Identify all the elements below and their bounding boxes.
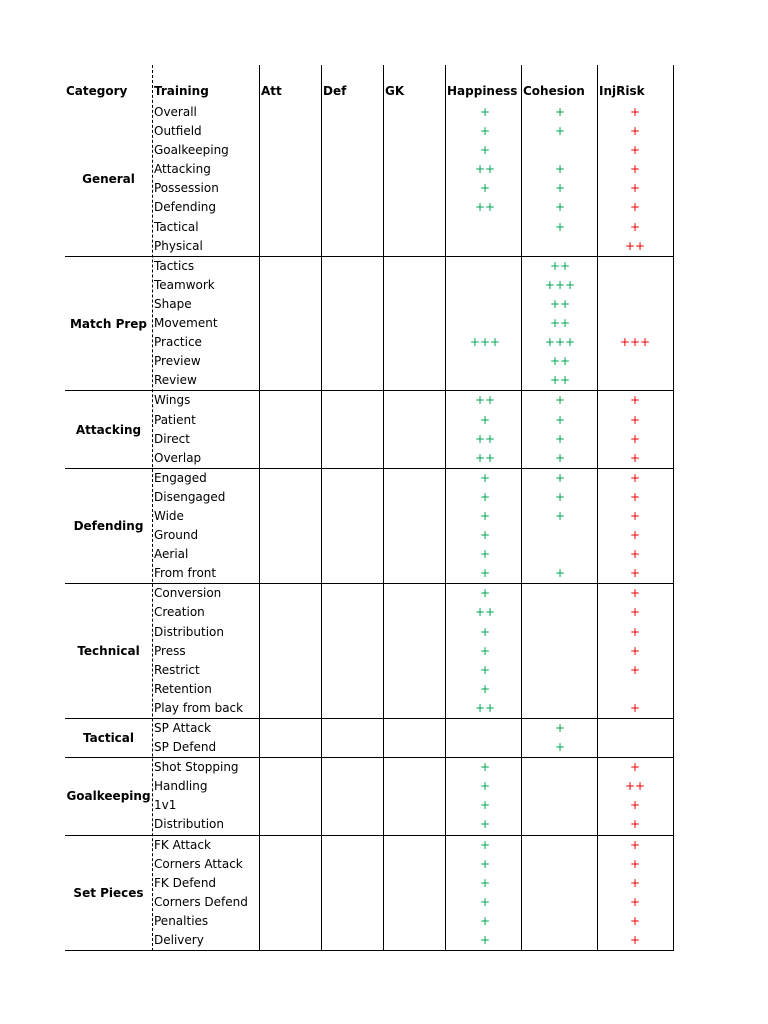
training-name: Patient (154, 412, 196, 427)
happiness-mark: ++ (474, 700, 496, 715)
injrisk-mark: + (629, 124, 641, 139)
injrisk-mark: + (629, 450, 641, 465)
injrisk-mark: + (629, 143, 641, 158)
happiness-mark: + (479, 798, 491, 813)
training-name: 1v1 (154, 798, 177, 813)
happiness-mark: ++ (474, 162, 496, 177)
injrisk-mark: + (629, 105, 641, 119)
table-row (65, 777, 674, 796)
happiness-mark: ++ (474, 450, 496, 465)
category-divider (152, 65, 153, 951)
happiness-mark: ++ (474, 200, 496, 215)
category-group (65, 719, 674, 758)
cohesion-mark: ++ (549, 296, 571, 311)
table-row (65, 623, 674, 642)
happiness-mark: + (479, 586, 491, 601)
happiness-mark: + (479, 779, 491, 794)
injrisk-mark: + (629, 412, 641, 427)
cohesion-mark: ++ (549, 258, 571, 273)
header-training: Training (154, 84, 209, 98)
injrisk-mark: + (629, 700, 641, 715)
training-name: Goalkeeping (154, 143, 229, 158)
training-name: Distribution (154, 624, 225, 639)
header-row (65, 65, 674, 103)
cohesion-mark: ++ (549, 354, 571, 369)
table-row (65, 661, 674, 680)
training-name: Wide (154, 508, 184, 523)
injrisk-mark: + (629, 643, 641, 658)
happiness-mark: + (479, 124, 491, 139)
category-label: Match Prep (69, 316, 148, 331)
training-name: Tactical (154, 219, 199, 234)
injrisk-mark: + (629, 605, 641, 620)
cohesion-mark: + (554, 740, 566, 755)
happiness-mark: ++ (474, 605, 496, 620)
training-name: Press (154, 643, 186, 658)
cohesion-mark: + (554, 412, 566, 427)
table-row (65, 874, 674, 893)
injrisk-mark: + (629, 837, 641, 852)
injrisk-mark: + (629, 547, 641, 562)
table-row (65, 314, 674, 333)
header-cohesion: Cohesion (523, 84, 585, 98)
header-def: Def (323, 84, 347, 98)
training-name: Wings (154, 393, 191, 408)
category-group (65, 469, 674, 585)
happiness-mark: + (479, 933, 491, 948)
table-row (65, 179, 674, 198)
cohesion-mark: + (554, 219, 566, 234)
training-name: Attacking (154, 162, 211, 177)
cohesion-mark: + (554, 431, 566, 446)
table-row (65, 257, 674, 276)
happiness-mark: + (479, 105, 491, 119)
table-row (65, 295, 674, 314)
injrisk-mark: + (629, 760, 641, 775)
training-name: Defending (154, 200, 217, 215)
table-row (65, 526, 674, 545)
header-gk: GK (385, 84, 405, 98)
training-name: Disengaged (154, 489, 226, 504)
cohesion-mark: +++ (544, 277, 576, 292)
table-row (65, 642, 674, 661)
category-label: Tactical (82, 731, 135, 746)
table-row (65, 371, 674, 390)
category-group (65, 758, 674, 835)
column-divider (597, 65, 598, 951)
cohesion-mark: + (554, 566, 566, 581)
happiness-mark: +++ (469, 335, 501, 350)
happiness-mark: + (479, 856, 491, 871)
training-name: SP Attack (154, 721, 211, 735)
injrisk-mark: + (629, 528, 641, 543)
happiness-mark: + (479, 547, 491, 562)
injrisk-mark: + (629, 662, 641, 677)
happiness-mark: + (479, 894, 491, 909)
cohesion-mark: + (554, 124, 566, 139)
cohesion-mark: + (554, 181, 566, 196)
injrisk-mark: + (629, 566, 641, 581)
column-divider (673, 65, 674, 951)
training-name: Preview (154, 354, 201, 369)
training-name: Shot Stopping (154, 760, 239, 775)
injrisk-mark: +++ (619, 335, 651, 350)
injrisk-mark: + (629, 586, 641, 601)
training-name: Corners Attack (154, 856, 243, 871)
happiness-mark: + (479, 470, 491, 485)
training-name: Tactics (154, 258, 195, 273)
happiness-mark: + (479, 566, 491, 581)
table-row (65, 198, 674, 217)
training-name: Overall (154, 105, 197, 119)
table-row (65, 796, 674, 815)
training-name: FK Defend (154, 875, 217, 890)
cohesion-mark: + (554, 393, 566, 408)
training-name: Movement (154, 316, 218, 331)
training-name: Practice (154, 335, 202, 350)
injrisk-mark: + (629, 508, 641, 523)
training-name: Restrict (154, 662, 200, 677)
table-row (65, 836, 674, 855)
table-row (65, 237, 674, 256)
training-effects-table (65, 65, 674, 951)
injrisk-mark: ++ (624, 779, 646, 794)
training-name: Play from back (154, 700, 244, 715)
injrisk-mark: + (629, 200, 641, 215)
table-row (65, 488, 674, 507)
injrisk-mark: + (629, 856, 641, 871)
injrisk-mark: + (629, 624, 641, 639)
category-label: Technical (77, 644, 140, 659)
training-name: Ground (154, 528, 199, 543)
table-body (65, 103, 674, 951)
table-row (65, 411, 674, 430)
cohesion-mark: ++ (549, 316, 571, 331)
table-row (65, 218, 674, 237)
training-name: Review (154, 373, 197, 388)
training-name: From front (154, 566, 217, 581)
table-row (65, 103, 674, 122)
cohesion-mark: + (554, 721, 566, 735)
training-name: Physical (154, 238, 203, 253)
injrisk-mark: + (629, 181, 641, 196)
training-name: Distribution (154, 817, 225, 832)
training-name: Delivery (154, 933, 204, 948)
category-group (65, 103, 674, 257)
happiness-mark: + (479, 528, 491, 543)
cohesion-mark: + (554, 162, 566, 177)
happiness-mark: + (479, 760, 491, 775)
table-row (65, 430, 674, 449)
cohesion-mark: ++ (549, 373, 571, 388)
training-name: Shape (154, 296, 192, 311)
training-name: Direct (154, 431, 190, 446)
happiness-mark: + (479, 875, 491, 890)
header-injrisk: InjRisk (599, 84, 645, 98)
category-group (65, 391, 674, 468)
table-row (65, 855, 674, 874)
category-label: General (82, 172, 135, 187)
table-row (65, 738, 674, 757)
table-row (65, 333, 674, 352)
training-name: Engaged (154, 470, 207, 485)
injrisk-mark: + (629, 470, 641, 485)
column-divider (259, 65, 260, 951)
injrisk-mark: + (629, 162, 641, 177)
training-name: Corners Defend (154, 894, 248, 909)
injrisk-mark: + (629, 875, 641, 890)
injrisk-mark: + (629, 894, 641, 909)
injrisk-mark: ++ (624, 238, 646, 253)
category-label: Attacking (75, 422, 142, 437)
happiness-mark: ++ (474, 431, 496, 446)
table-row (65, 469, 674, 488)
table-row (65, 931, 674, 950)
training-name: FK Attack (154, 837, 211, 852)
injrisk-mark: + (629, 798, 641, 813)
header-happiness: Happiness (447, 84, 518, 98)
happiness-mark: + (479, 837, 491, 852)
happiness-mark: ++ (474, 393, 496, 408)
column-divider (521, 65, 522, 951)
table-row (65, 391, 674, 410)
table-row (65, 449, 674, 468)
table-row (65, 507, 674, 526)
training-name: Overlap (154, 450, 202, 465)
training-name: Handling (154, 779, 208, 794)
table-row (65, 276, 674, 295)
happiness-mark: + (479, 817, 491, 832)
happiness-mark: + (479, 913, 491, 928)
injrisk-mark: + (629, 933, 641, 948)
happiness-mark: + (479, 181, 491, 196)
category-label: Goalkeeping (66, 789, 151, 804)
table-row (65, 352, 674, 371)
table-row (65, 564, 674, 583)
cohesion-mark: + (554, 450, 566, 465)
cohesion-mark: + (554, 470, 566, 485)
injrisk-mark: + (629, 913, 641, 928)
table-row (65, 680, 674, 699)
table-row (65, 912, 674, 931)
category-label: Defending (73, 519, 144, 534)
happiness-mark: + (479, 412, 491, 427)
table-row (65, 719, 674, 738)
column-divider (321, 65, 322, 951)
training-name: Penalties (154, 913, 209, 928)
table-row (65, 584, 674, 603)
table-row (65, 545, 674, 564)
training-name: Creation (154, 605, 205, 620)
table-row (65, 122, 674, 141)
table-row (65, 815, 674, 834)
training-name: Possession (154, 181, 219, 196)
training-name: Retention (154, 681, 212, 696)
category-group (65, 584, 674, 719)
training-name: Aerial (154, 547, 189, 562)
cohesion-mark: +++ (544, 335, 576, 350)
category-group (65, 257, 674, 392)
happiness-mark: + (479, 643, 491, 658)
training-name: Conversion (154, 586, 222, 601)
happiness-mark: + (479, 624, 491, 639)
cohesion-mark: + (554, 508, 566, 523)
category-group (65, 836, 674, 952)
header-category: Category (66, 84, 128, 98)
injrisk-mark: + (629, 219, 641, 234)
happiness-mark: + (479, 662, 491, 677)
training-name: Teamwork (154, 277, 215, 292)
column-divider (383, 65, 384, 951)
happiness-mark: + (479, 681, 491, 696)
injrisk-mark: + (629, 431, 641, 446)
training-name: Outfield (154, 124, 202, 139)
happiness-mark: + (479, 489, 491, 504)
injrisk-mark: + (629, 393, 641, 408)
injrisk-mark: + (629, 489, 641, 504)
happiness-mark: + (479, 143, 491, 158)
header-att: Att (261, 84, 282, 98)
cohesion-mark: + (554, 200, 566, 215)
category-label: Set Pieces (73, 885, 144, 900)
table-row (65, 893, 674, 912)
column-divider (445, 65, 446, 951)
table-row (65, 758, 674, 777)
table-row (65, 699, 674, 718)
injrisk-mark: + (629, 817, 641, 832)
cohesion-mark: + (554, 105, 566, 119)
happiness-mark: + (479, 508, 491, 523)
table-row (65, 160, 674, 179)
cohesion-mark: + (554, 489, 566, 504)
table-row (65, 141, 674, 160)
training-name: SP Defend (154, 740, 217, 755)
table-row (65, 603, 674, 622)
